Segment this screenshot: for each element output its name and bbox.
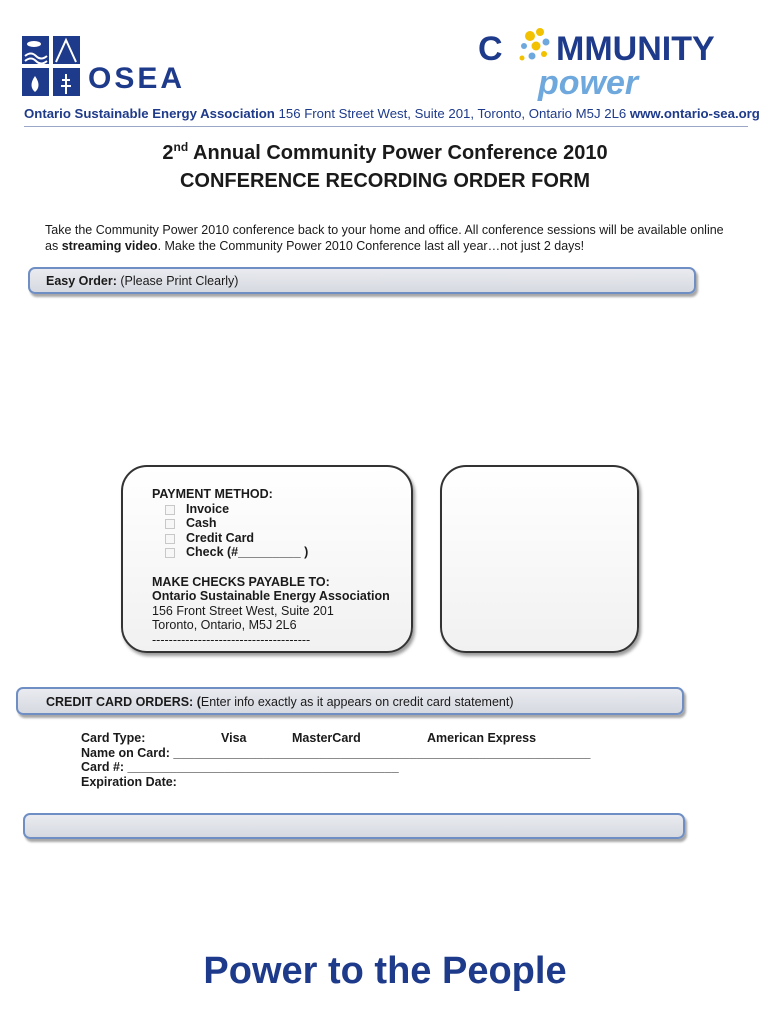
title-line1: Annual Community Power Conference 2010 [188,142,608,164]
cash-label: Cash [186,516,217,531]
community-power-logo [474,22,750,112]
payment-option-credit-card[interactable] [152,531,390,546]
card-type-amex[interactable]: American Express [427,731,537,745]
payment-option-invoice[interactable] [152,502,390,517]
intro-paragraph [45,222,735,254]
card-type-row [81,731,591,746]
title-ordinal-suffix: nd [173,140,189,154]
cp-logo-power: power [538,64,639,102]
association-name: Ontario Sustainable Energy Association [24,106,275,121]
intro-text-2: . Make the Community Power 2010 Conference last all year…not just 2 days! [157,239,585,253]
easy-order-note: (Please Print Clearly) [116,274,239,288]
association-line [24,106,760,121]
osea-logo-text: OSEA [88,62,186,95]
payment-method-section [152,487,390,648]
card-number-field[interactable]: Card #: _______________________________________ [81,760,399,775]
intro-text-1: Take the Community Power 2010 conference back to your home and office. All conference sessions will be available online as [45,223,724,253]
payee-dashes: -------------------------------------- [152,632,311,647]
easy-order-label [46,274,238,288]
credit-card-orders-title: CREDIT CARD ORDERS: ( [46,695,201,709]
invoice-label: Invoice [186,501,230,516]
payment-option-cash[interactable] [152,516,390,531]
intro-text-bold: streaming video [61,239,158,253]
invoice-checkbox[interactable] [165,505,175,515]
easy-order-title: Easy Order: [46,274,117,288]
title-ordinal: 2 [162,142,174,164]
credit-card-orders-label [46,695,514,709]
expiration-date-field[interactable]: Expiration Date: [81,774,177,789]
association-address: 156 Front Street West, Suite 201, Toronto, Ontario M5J 2L6 [278,106,627,121]
cp-logo-c: C [478,30,503,68]
payment-option-check[interactable] [152,545,390,560]
credit-card-orders-note: Enter info exactly as it appears on credit card statement) [200,695,514,709]
credit-card-checkbox[interactable] [165,534,175,544]
sun-dots-icon [520,28,550,61]
page-title [0,140,770,165]
cp-logo-rest: MMUNITY [556,30,715,68]
payment-method-heading: PAYMENT METHOD: [152,487,273,501]
easy-order-bar [28,267,696,294]
card-type-label: Card Type: [81,731,146,745]
credit-card-orders-bar [16,687,684,715]
payee-name: Ontario Sustainable Energy Association [152,589,390,604]
blank-box [440,465,639,653]
payee-city: Toronto, Ontario, M5J 2L6 [152,618,297,633]
header-divider [24,126,748,127]
card-type-mastercard[interactable]: MasterCard [292,731,361,745]
footer-slogan: Power to the People [203,950,567,992]
page-subtitle: CONFERENCE RECORDING ORDER FORM [179,170,590,192]
name-on-card-field[interactable]: Name on Card: ____________________________________________________________ [81,745,591,760]
credit-card-fields [81,731,591,789]
cash-checkbox[interactable] [165,519,175,529]
payable-heading: MAKE CHECKS PAYABLE TO: [152,574,330,589]
card-type-visa[interactable]: Visa [221,731,247,745]
check-label: Check (#_________ ) [186,545,309,560]
check-checkbox[interactable] [165,548,175,558]
osea-logo-icon [22,36,80,96]
payee-street: 156 Front Street West, Suite 201 [152,603,334,618]
bottom-bar [23,813,685,839]
association-url[interactable]: www.ontario-sea.org [629,106,760,121]
credit-card-label: Credit Card [186,530,255,545]
